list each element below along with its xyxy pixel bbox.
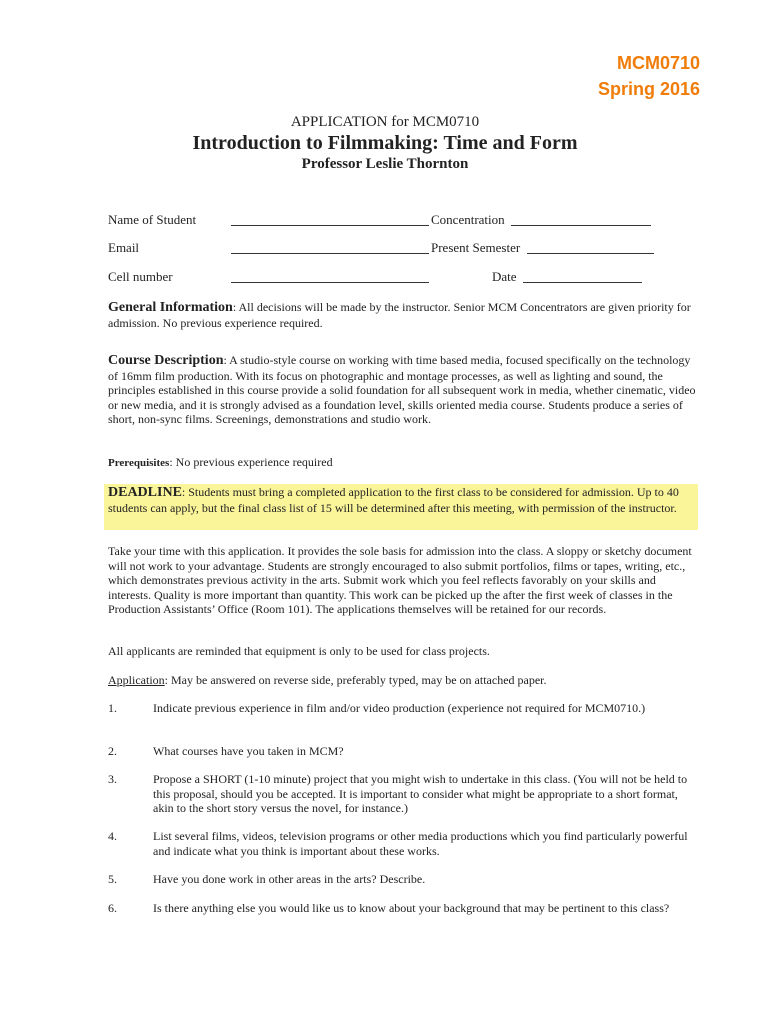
name-label: Name of Student <box>108 212 197 227</box>
application-label: Application <box>108 673 165 687</box>
professor-name: Professor Leslie Thornton <box>301 156 469 172</box>
question-text: What courses have you taken in MCM? <box>153 744 344 758</box>
page-title: Introduction to Filmmaking: Time and Form <box>192 132 578 154</box>
course-description-heading: Course Description <box>108 353 224 368</box>
prerequisites-text: : No previous experience required <box>169 455 333 469</box>
application-text: : May be answered on reverse side, preferably typed, may be on attached paper. <box>164 673 547 687</box>
question-text: Propose a SHORT (1-10 minute) project that you might wish to undertake in this class. (You will not be held to this proposal, should you be accepted. It is important to consider what might be appropriate to a short format, akin to the short story versus the novel, for instance.) <box>153 772 688 815</box>
application-line-note <box>108 673 698 688</box>
semester-label: Present Semester <box>431 240 521 255</box>
prerequisites-label: Prerequisites <box>108 457 170 469</box>
question-text: Indicate previous experience in film and/or video production (experience not required for MCM0710.) <box>153 701 646 715</box>
course-description-paragraph <box>108 353 698 427</box>
email-field[interactable] <box>231 241 429 254</box>
deadline-paragraph <box>108 485 698 515</box>
instructions-paragraph: Take your time with this application. It provides the sole basis for admission into the class. A sloppy or sketchy document will not work to your advantage. Students are strongly encouraged to also submit portfolios, films or tapes, writing, etc., which demonstrates previous activity in the arts. Submit work which you feel reflects favorably on your skills and interests. Quality is more important than quantity. This work can be picked up the after the first week of classes in the Production Assistants’ Office (Room 101). The applications themselves will be retained for our records. <box>108 544 692 616</box>
semester-field[interactable] <box>527 241 654 254</box>
date-label: Date <box>492 269 517 284</box>
question-number: 6. <box>108 901 117 915</box>
prerequisites-line <box>108 455 698 471</box>
general-info-heading: General Information <box>108 300 233 315</box>
question-number: 3. <box>108 772 117 786</box>
question-text: List several films, videos, television programs or other media productions which you find particularly powerful and indicate what you think is important about these works. <box>153 829 688 858</box>
equipment-note: All applicants are reminded that equipment is only to be used for class projects. <box>108 644 490 658</box>
question-number: 2. <box>108 744 117 758</box>
concentration-field[interactable] <box>511 213 651 226</box>
question-number: 4. <box>108 829 117 843</box>
application-line: APPLICATION for MCM0710 <box>290 114 480 130</box>
cell-field[interactable] <box>231 270 429 283</box>
course-description-text: : A studio-style course on working with time based media, focused specifically on the technology of 16mm film production. With its focus on photographic and montage processes, as well as lighting and sound, the principles established in this course provide a solid foundation for all subsequent work in media, whether cinematic, video or new media, and it is strongly advised as a foundation level, skills oriented media course. Students produce a series of short, non-sync films. Screenings, demonstrations and studio work. <box>108 353 696 426</box>
name-field[interactable] <box>231 213 429 226</box>
general-info-text: : All decisions will be made by the instructor. Senior MCM Concentrators are given priority for admission. No previous experience required. <box>108 300 691 330</box>
question-text: Is there anything else you would like us to know about your background that may be pertinent to this class? <box>153 901 670 915</box>
concentration-label: Concentration <box>431 212 505 227</box>
question-number: 5. <box>108 872 117 886</box>
cell-label: Cell number <box>108 269 173 284</box>
question-number: 1. <box>108 701 117 715</box>
course-code-header <box>598 50 700 102</box>
date-field[interactable] <box>523 270 642 283</box>
general-info-paragraph <box>108 300 698 330</box>
deadline-text: : Students must bring a completed application to the first class to be considered for admission. Up to 40 students can apply, but the final class list of 15 will be determined after this meeting, with permission of the instructor. <box>108 485 679 515</box>
term: Spring 2016 <box>597 79 700 99</box>
course-code: MCM0710 <box>616 53 700 73</box>
deadline-heading: DEADLINE <box>108 485 182 500</box>
email-label: Email <box>108 240 140 255</box>
question-text: Have you done work in other areas in the arts? Describe. <box>153 872 426 886</box>
